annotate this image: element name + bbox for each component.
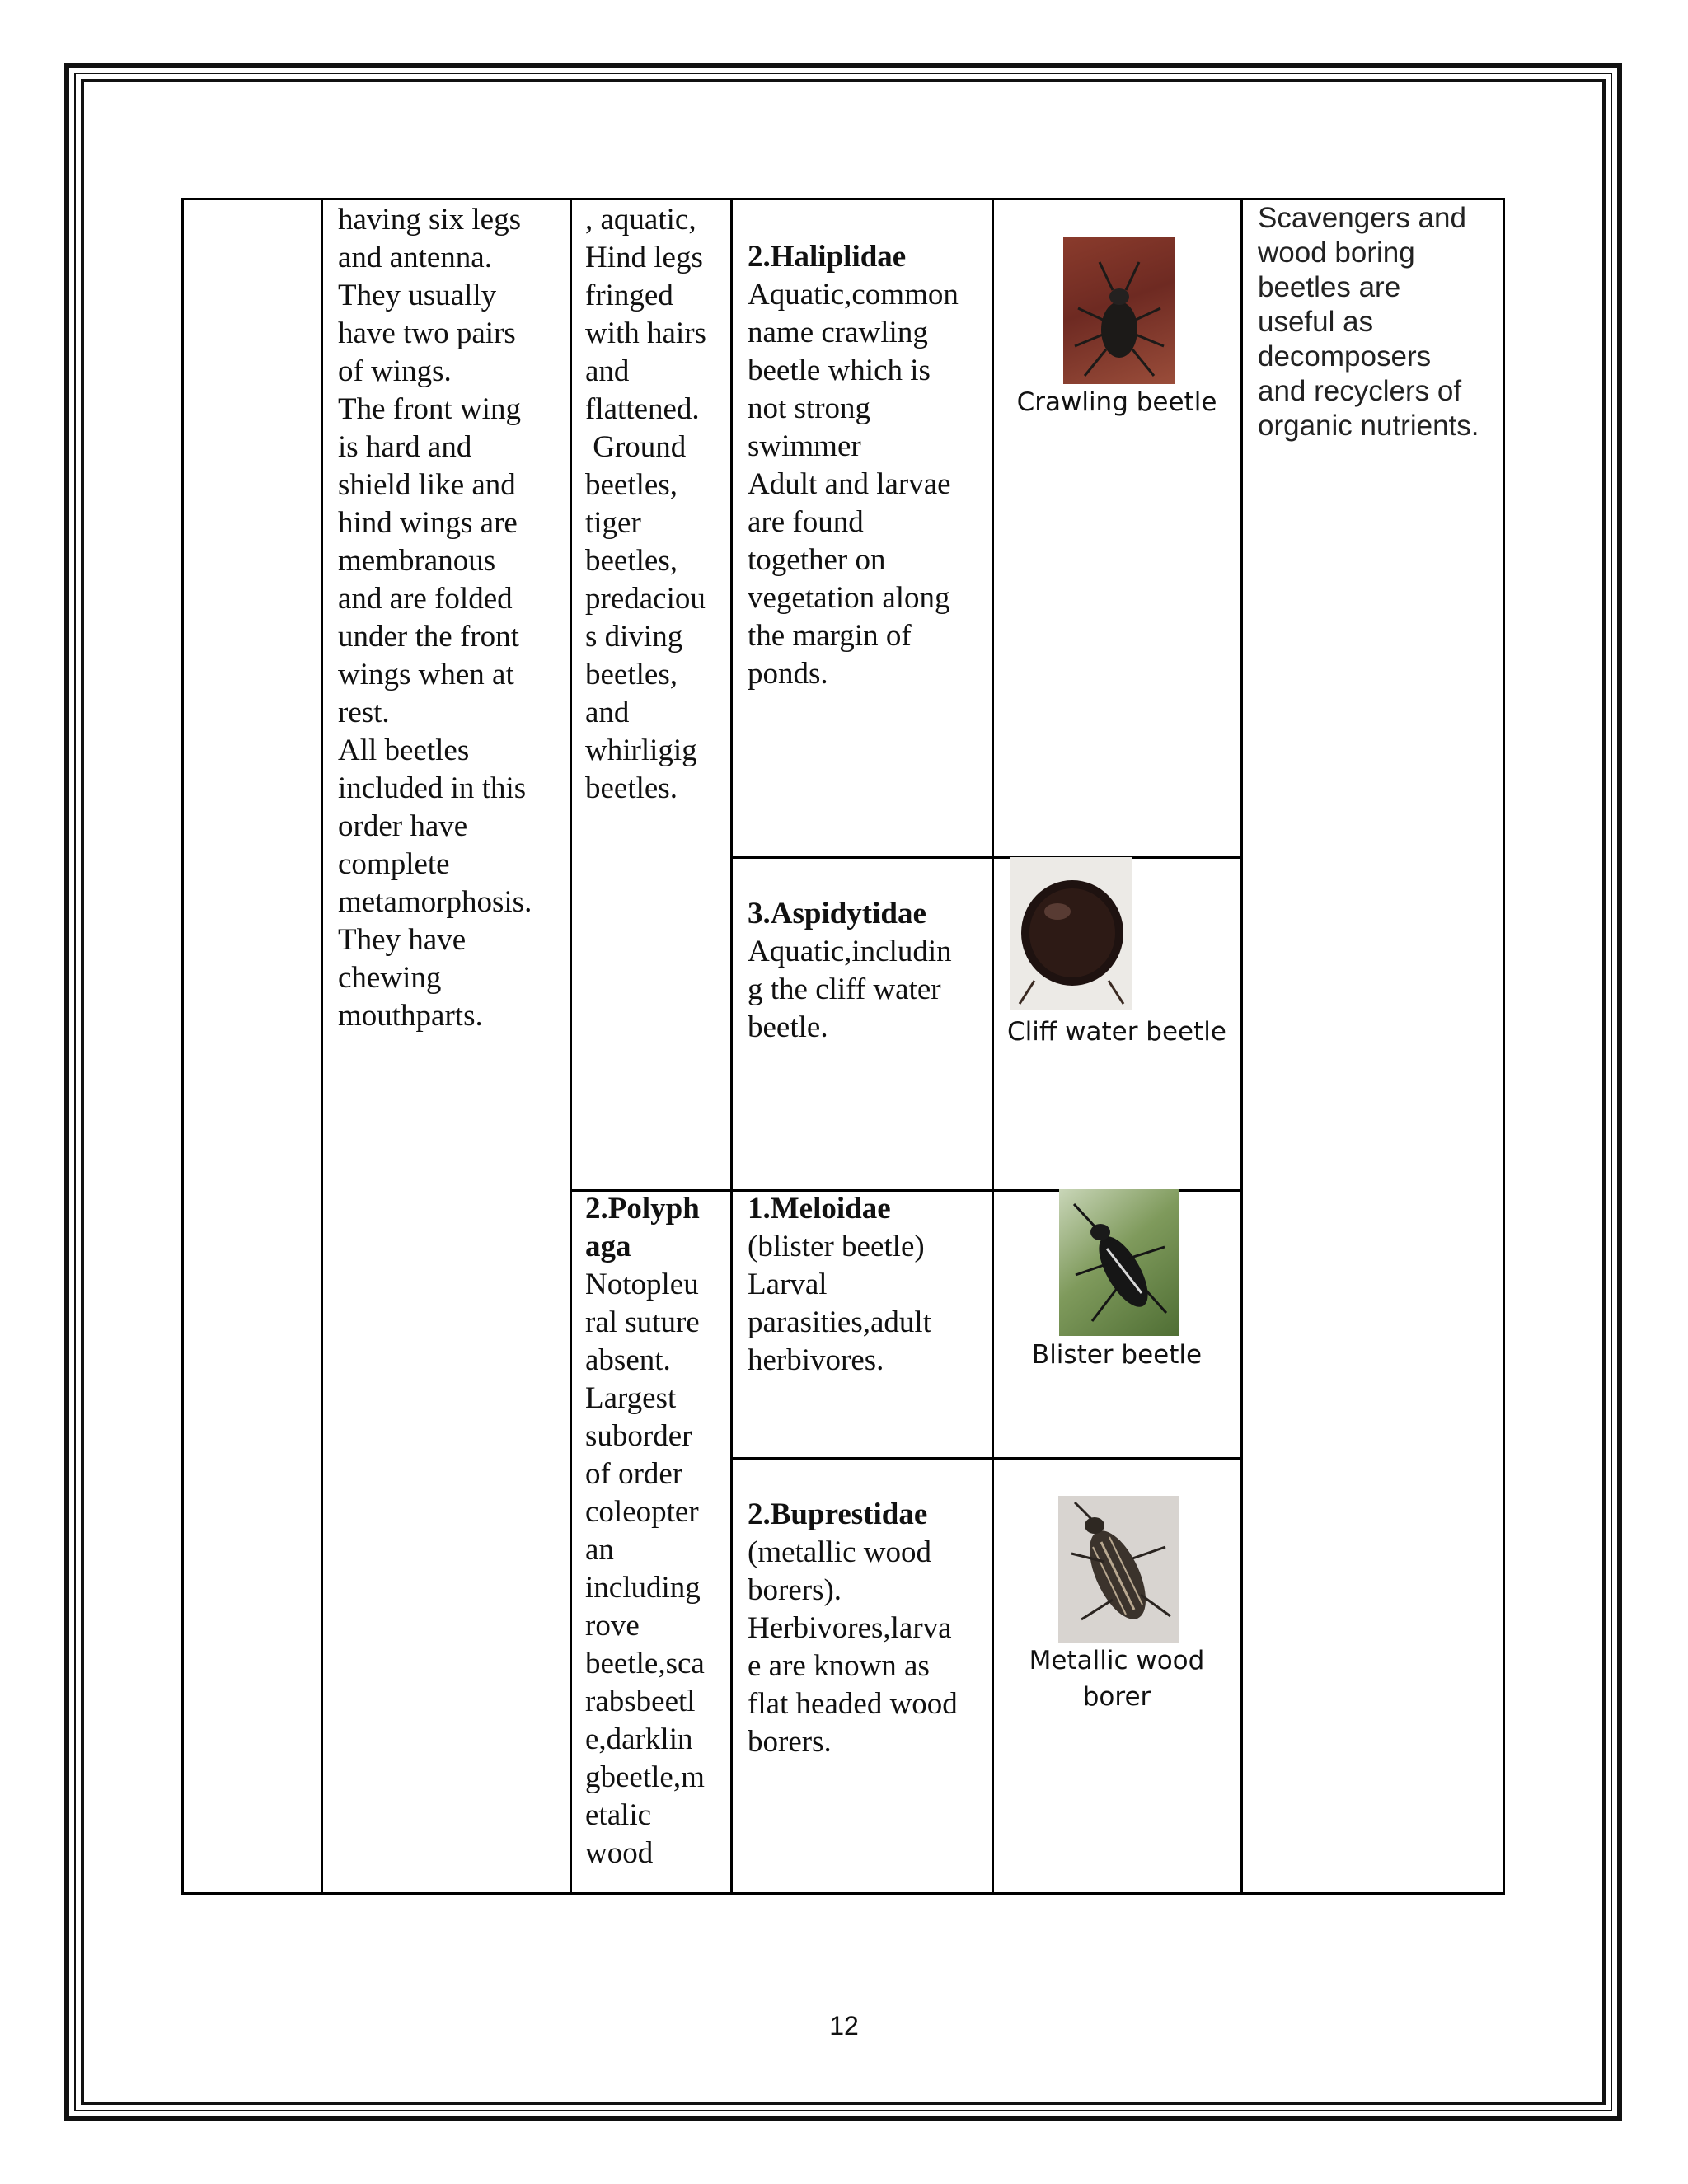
text-line: of wings. <box>338 354 452 388</box>
text-line: beetles. <box>585 771 678 805</box>
text-line: complete <box>338 847 450 881</box>
text-line: wings when at <box>338 658 514 691</box>
text-line: Ground <box>585 430 687 464</box>
text-line: Larval <box>748 1268 828 1301</box>
metallic-wood-borer-photo <box>1058 1496 1179 1643</box>
text-line: Notopleu <box>585 1268 699 1301</box>
text-line: herbivores. <box>748 1343 884 1377</box>
text-line: gbeetle,m <box>585 1760 705 1794</box>
text-line: Aquatic,common <box>748 278 959 312</box>
text-line: tiger <box>585 506 641 540</box>
importance-cell <box>1258 201 1501 443</box>
text-line: beetle,sca <box>585 1647 705 1680</box>
text-line: absent. <box>585 1343 671 1377</box>
text-line: ponds. <box>748 657 828 691</box>
text-line: shield like and <box>338 468 516 502</box>
text-line: and recyclers of <box>1258 375 1462 407</box>
text-line: decomposers <box>1258 340 1432 373</box>
family-title: 3.Aspidytidae <box>748 897 926 930</box>
text-line: swimmer <box>748 429 861 463</box>
table-col-line-5 <box>992 198 994 1895</box>
text-line: coleopter <box>585 1495 699 1529</box>
text-line: beetles, <box>585 544 678 578</box>
text-line: g the cliff water <box>748 972 941 1006</box>
text-line: e are known as <box>748 1649 930 1683</box>
suborder-adephaga-cell <box>585 201 721 808</box>
text-line: borers). <box>748 1573 842 1607</box>
table-bottom-border <box>181 1892 1505 1895</box>
text-line: beetles are <box>1258 271 1401 303</box>
text-line: Aquatic,includin <box>748 935 952 968</box>
text-line: whirligig <box>585 733 697 767</box>
text-line: beetles, <box>585 468 678 502</box>
text-line: Adult and larvae <box>748 467 951 501</box>
text-line: mouthparts. <box>338 999 483 1033</box>
text-line: and antenna. <box>338 241 492 274</box>
page-number: 12 <box>829 2011 859 2041</box>
text-line: chewing <box>338 961 442 995</box>
text-line: Largest <box>585 1381 677 1415</box>
text-line: suborder <box>585 1419 692 1453</box>
family-title: 2.Buprestidae <box>748 1497 928 1531</box>
text-line: They usually <box>338 279 497 312</box>
text-line: rest. <box>338 696 390 729</box>
text-line: flat headed wood <box>748 1687 958 1721</box>
text-line: predaciou <box>585 582 706 616</box>
caption-line: Metallic wood <box>1029 1646 1205 1675</box>
family-title: 1.Meloidae <box>748 1192 891 1226</box>
text-line: s diving <box>585 620 683 654</box>
family-buprestidae-cell <box>748 1496 980 1761</box>
text-line: with hairs <box>585 316 706 350</box>
text-line: wood boring <box>1258 237 1415 269</box>
text-line: not strong <box>748 391 871 425</box>
text-line: beetle. <box>748 1010 828 1044</box>
text-line: e,darklin <box>585 1722 693 1756</box>
table-col-line-2 <box>321 198 323 1895</box>
photo-caption <box>1001 1643 1232 1715</box>
text-line: name crawling <box>748 316 928 349</box>
text-line: Scavengers and <box>1258 202 1466 234</box>
suborder-polyphaga-cell <box>585 1190 721 1872</box>
text-line: under the front <box>338 620 519 654</box>
text-line: useful as <box>1258 306 1374 338</box>
text-line: beetles, <box>585 658 678 691</box>
text-line: rabsbeetl <box>585 1685 696 1718</box>
suborder-title: 2.Polyph <box>585 1192 700 1226</box>
text-line: vegetation along <box>748 581 950 615</box>
text-line: the margin of <box>748 619 912 653</box>
text-line: etalic <box>585 1798 652 1832</box>
characteristics-cell <box>338 201 559 1035</box>
table-col-line-4 <box>730 198 733 1895</box>
text-line: and <box>585 696 630 729</box>
text-line: Hind legs <box>585 241 703 274</box>
row-separator-3 <box>730 1457 1241 1460</box>
table-col-line-6 <box>1240 198 1243 1895</box>
table-col-line-7 <box>1503 198 1505 1895</box>
text-line: have two pairs <box>338 316 516 350</box>
text-line: Herbivores,larva <box>748 1611 952 1645</box>
text-line: parasities,adult <box>748 1305 931 1339</box>
text-line: metamorphosis. <box>338 885 532 919</box>
text-line: beetle which is <box>748 354 931 387</box>
photo-caption: Crawling beetle <box>1016 387 1217 417</box>
cliff-water-beetle-photo <box>1010 857 1132 1010</box>
text-line: The front wing <box>338 392 521 426</box>
text-line: are found <box>748 505 864 539</box>
text-line: All beetles <box>338 733 470 767</box>
text-line: including <box>585 1571 701 1605</box>
text-line: order have <box>338 809 468 843</box>
row-separator-1 <box>730 856 1241 859</box>
table-col-line-3 <box>570 198 572 1895</box>
crawling-beetle-photo <box>1063 237 1175 384</box>
text-line: an <box>585 1533 614 1567</box>
suborder-title: aga <box>585 1230 631 1263</box>
text-line: membranous <box>338 544 496 578</box>
text-line: and <box>585 354 630 388</box>
photo-caption: Cliff water beetle <box>1007 1017 1226 1047</box>
text-line: (metallic wood <box>748 1535 931 1569</box>
text-line: They have <box>338 923 467 957</box>
text-line: having six legs <box>338 203 521 237</box>
table-top-border <box>181 198 1505 200</box>
text-line: flattened. <box>585 392 700 426</box>
text-line: and are folded <box>338 582 513 616</box>
family-meloidae-cell <box>748 1190 980 1380</box>
family-aspidytidae-cell <box>748 895 980 1047</box>
family-title: 2.Haliplidae <box>748 240 907 274</box>
text-line: fringed <box>585 279 673 312</box>
text-line: , aquatic, <box>585 203 696 237</box>
table-col-line-1 <box>181 198 184 1895</box>
text-line: is hard and <box>338 430 472 464</box>
caption-line: borer <box>1082 1682 1151 1712</box>
text-line: hind wings are <box>338 506 518 540</box>
text-line: of order <box>585 1457 683 1491</box>
text-line: together on <box>748 543 886 577</box>
family-haliplidae-cell <box>748 238 980 693</box>
photo-caption: Blister beetle <box>1031 1340 1203 1370</box>
text-line: organic nutrients. <box>1258 410 1479 442</box>
text-line: wood <box>585 1836 654 1870</box>
blister-beetle-photo <box>1059 1189 1179 1336</box>
text-line: ral suture <box>585 1305 700 1339</box>
text-line: included in this <box>338 771 527 805</box>
text-line: (blister beetle) <box>748 1230 925 1263</box>
text-line: rove <box>585 1609 640 1643</box>
text-line: borers. <box>748 1725 832 1759</box>
